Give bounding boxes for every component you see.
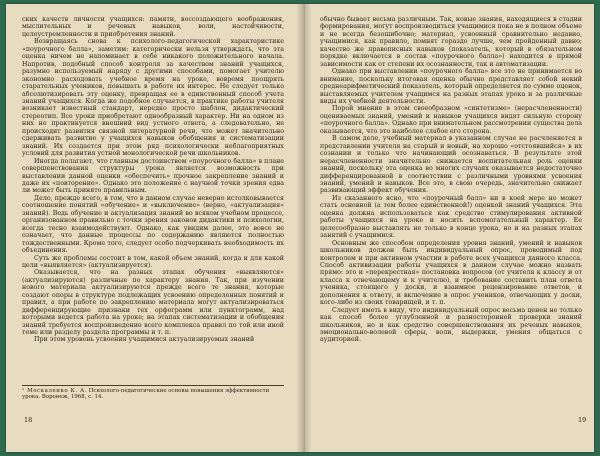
left-page-text	[22, 16, 284, 344]
page-number-right: 19	[578, 416, 587, 424]
paragraph: В самом деле, учебный материал в указанном случае не расчленяется в представлении учителя на старый и новый, на хорошо «отстоявшийся» в их сознании и только что начинающий осознаваться. В результате этой нерасчлененности значительно снижается воспитательная роль оценки знаний, поскольку эта оценка во многих случаях оказывается недостаточно дифференцированной в соответствии с различными уровнями усвоения знаний, умений и навыков. Все это, в свою очередь, значительно снижает развивающий эффект обучения.	[320, 135, 582, 195]
paragraph: Порой мнение в этом своеобразном «синтетизме» (нерасчлененности) оцениваемых знаний, умений и навыков учащихся видят сильную сторону «поурочного балла». Однако при внимательном рассмотрении существа дела оказывается, что это наиболее слабое его сторона.	[320, 105, 582, 135]
paragraph: Из сказанного ясно, что «поурочный балл» ни в коей мере не может стать основной (а тем более единственной!) оценкой знаний учащихся. Эта оценка должна использоваться как средство стимулирования активной работы учащихся на уроке и носить вспомогательный характер. Ее целесообразно выставлять не только в конце урока, но и на разных этапах занятий с учащимися.	[320, 194, 582, 240]
paragraph: Однако при выставлении «поурочного балла» все это не принимается во внимание, поскольку итоговая оценка обычно представляет собой некий среднеарифметический показатель, который определяется по сумме оценок, выставляемых учителем учащимся на разных этапах урока и за различные виды их учебной деятельности.	[320, 68, 582, 105]
paragraph: Суть же проблемы состоит в том, какой объем знаний, когда и для какой цели «выявляется» (актуализируется).	[22, 254, 284, 269]
left-page	[6, 4, 302, 452]
paragraph: При этом уровень усвоения учащимися актуализируемых знаний	[34, 336, 255, 344]
paragraph: Дело, прежде всего, в том, что в данном случае неверно истолковывается соотношение понятий «обучение» и «выключение» (верно, «актуализация» знаний). Ведь обучение и актуализация знаний во всяком учебном процессе, организованном правильно с точки зрения законов дидактики и психологии, всегда тесно взаимодействуют. Однако, как увидим далее, это вовсе не означает, что данные процессы по содержанию являются полностью тождественными. Кроме того, следует особо подчеркивать необходимость их объединения.	[22, 194, 284, 255]
paragraph: Следует иметь в виду, что индивидуальный опрос весьма ценен не только как способ более углубленной и разносторонней проверки знаний школьников, но и как средство совершенствования их речевых навыков, эмоционально-волевой сферы, воли, выдержки, умения общаться с аудиторией.	[320, 306, 582, 344]
right-page	[306, 4, 594, 452]
book-spread	[6, 4, 594, 452]
paragraph: Оказывается, что на разных этапах обучения «выявляются» (актуализируются) различные по характеру знания. Так, при изучении нового материала актуализируются прежде всего те знания, которые создают опоры в структуре подлежащих усвоению определенных понятий и правил, а при работе по закреплению материала могут актуализироваться дифференцирующие признаки тех орфограмм или пунктограмм, над которыми ведется работа на уроке; на этапах систематизации и обобщения знаний требуется воспроизведение всего комплекса правил по той или иной теме или разделу раздела программы и т. п.	[22, 269, 284, 337]
page-number-left: 18	[24, 416, 33, 424]
paragraph: Иногда полагают, что главным достоинством «поурочного балла» в плане совершенствования структуры урока является возможность при выставлении данной оценки «обеспечить» прочное закрепление знаний и даже их «повторение». Однако это положение с научной точки зрения едва ли может быть принято правильным.	[22, 157, 284, 195]
paragraph: ских качеств личности учащихся: памяти, воссоздающего воображения, мыслительных и речевых навыков, воли, настойчивости, целеустремленности и приобретения знаний.	[22, 16, 284, 38]
footnote-author: ¹ Москаленко К. А.	[22, 388, 87, 394]
paragraph: обычно бывает весьма различным. Так, новые знания, находящиеся в стадии формирования, могут воспроизводиться учащимися пока не в полном объеме и не всегда безошибочно; материал, усвоенный сравнительно недавно, учащимися, как правило, помнят гораздо лучше, чем пройденный давно; качество же правописных навыков (показатель, который в обязательном порядке включается в состав «поурочного балла») находится в прямой зависимости как от степени их осознанности, так и автоматизации.	[320, 16, 582, 68]
footnote	[22, 385, 284, 401]
right-page-text	[320, 16, 582, 344]
paragraph: Основным же способом определения уровня знаний, умений и навыков школьников должен быть индивидуальный опрос, проводимый под контролем и при активном участии в работе всех учащихся данного класса. Способ активизации работы учащихся в данном случае можно назвать прямо: это и «перекрестная» постановка вопросов (от учителя к классу и от класса к отвечающему и к учителю), и требование составить план ответа ученика, стоящего у доски, и взаимное рецензирование ответов, и дополнения к ответу, и включение в опрос учеников, отвечающих у доски, кого-либо из своих товарищей, и т. п.	[320, 239, 582, 307]
paragraph: Возвращаясь снова к психолого-педагогической характеристике «поурочного балла», заметим: категорически нельзя утверждать, что эта оценка ничем не напоминает в себе никакого положительного начала. Напротив, подобный способ контроля за качеством знаний учащихся, разумно используемый наряду с другими способами, помогает учителю экономно расходовать учебное время на уроке, вовремя поощрять старательных учеников, повышать в работе их интерес. Не следует только абсолютизировать эту оценку, превращая ее в единственный способ учета знаний учащихся. Когда же подобное случается, в практике работы учителя возникает известный стандарт, нередко просто шаблон, дидактический стереотип. Все уроки приобретают однообразный характер. Ни на одном из них не практикуется внешний вид устного ответа, а следовательно, не происходит развития связной литературной речи, что может значительно сдерживать развитие у учащихся навыков обобщения и систематизации знаний. Их создается при этом ряд психологически неблагоприятных условий для развития устной монологической речи школьников.	[22, 38, 284, 158]
footnote-text: Психолого-педагогические основы повышения эффективности урока. Воронеж, 1968, с. 14.	[22, 388, 270, 401]
